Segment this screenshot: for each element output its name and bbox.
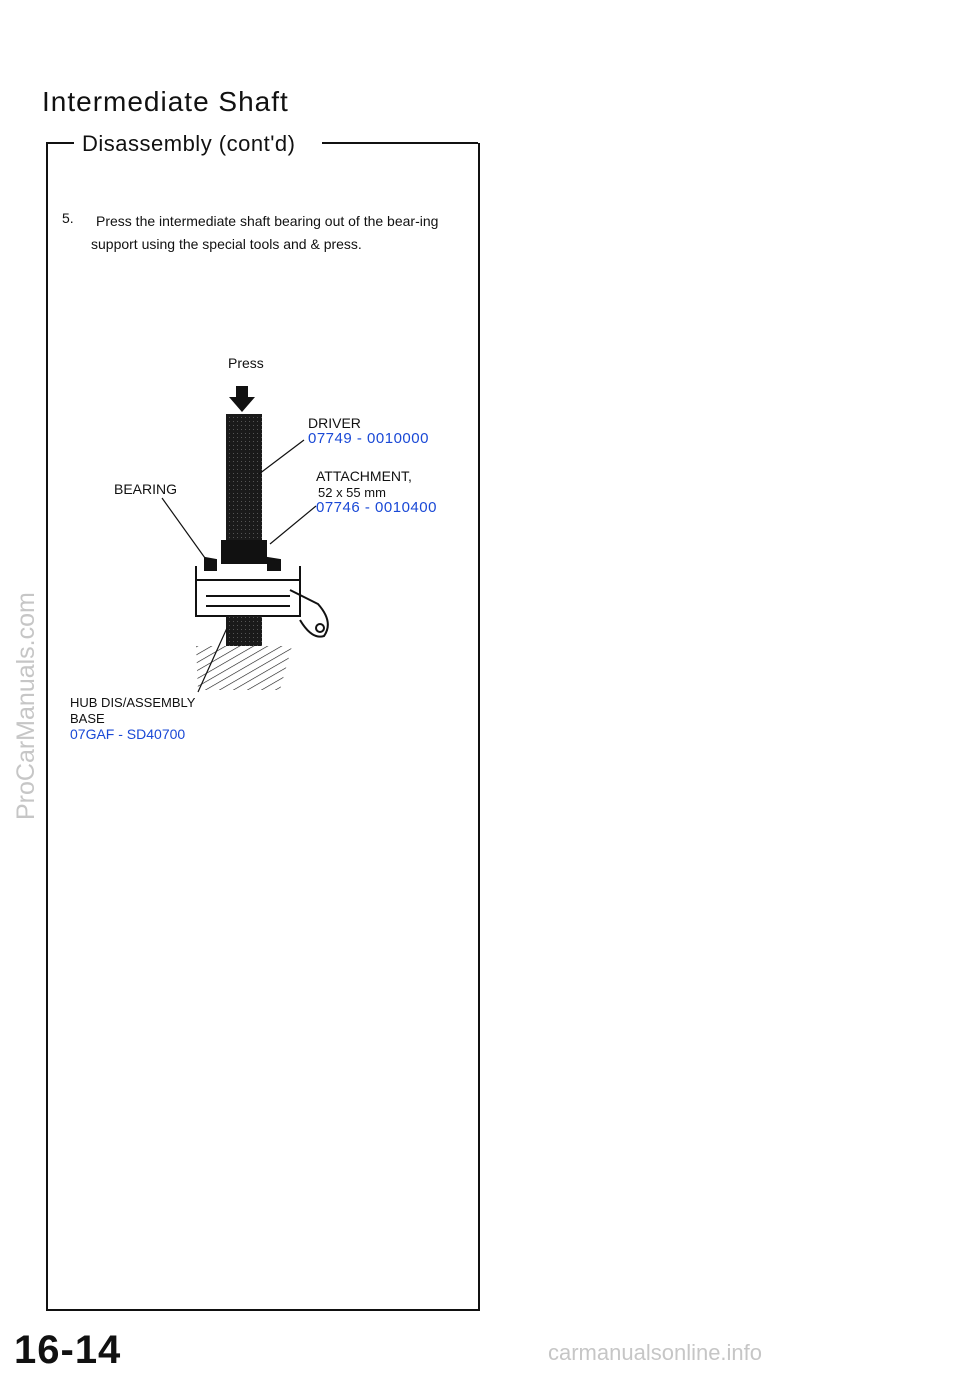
hub-part-number: 07GAF - SD40700 (70, 726, 186, 742)
step-number: 5. (62, 210, 74, 226)
driver-shaft (226, 414, 262, 544)
section-title: Disassembly (cont'd) (78, 131, 299, 157)
attachment-part-number: 07746 - 0010400 (316, 499, 437, 516)
watermark-right: carmanualsonline.info (548, 1340, 763, 1365)
press-label: Press (228, 355, 264, 371)
bearing-label: BEARING (114, 481, 178, 497)
press-arrow-icon (229, 386, 255, 412)
driver-part-number: 07749 - 0010000 (308, 430, 429, 447)
hub-base-floor (196, 646, 292, 690)
attachment-size: 52 x 55 mm (318, 485, 386, 500)
hub-label-line2: BASE (70, 711, 105, 726)
hub-label-line1: HUB DIS/ASSEMBLY (70, 695, 196, 710)
attachment-label: ATTACHMENT, (316, 468, 412, 484)
watermark-left: ProCarManuals.com (12, 592, 40, 820)
step-text: Press the intermediate shaft bearing out of the bear-ing support using the special tools and & press. (91, 213, 439, 252)
hub-base-shaft (226, 616, 262, 646)
attachment (221, 540, 267, 564)
driver-label: DRIVER (308, 415, 361, 431)
page-title: Intermediate Shaft (42, 86, 289, 117)
page-number: 16-14 (14, 1328, 122, 1372)
